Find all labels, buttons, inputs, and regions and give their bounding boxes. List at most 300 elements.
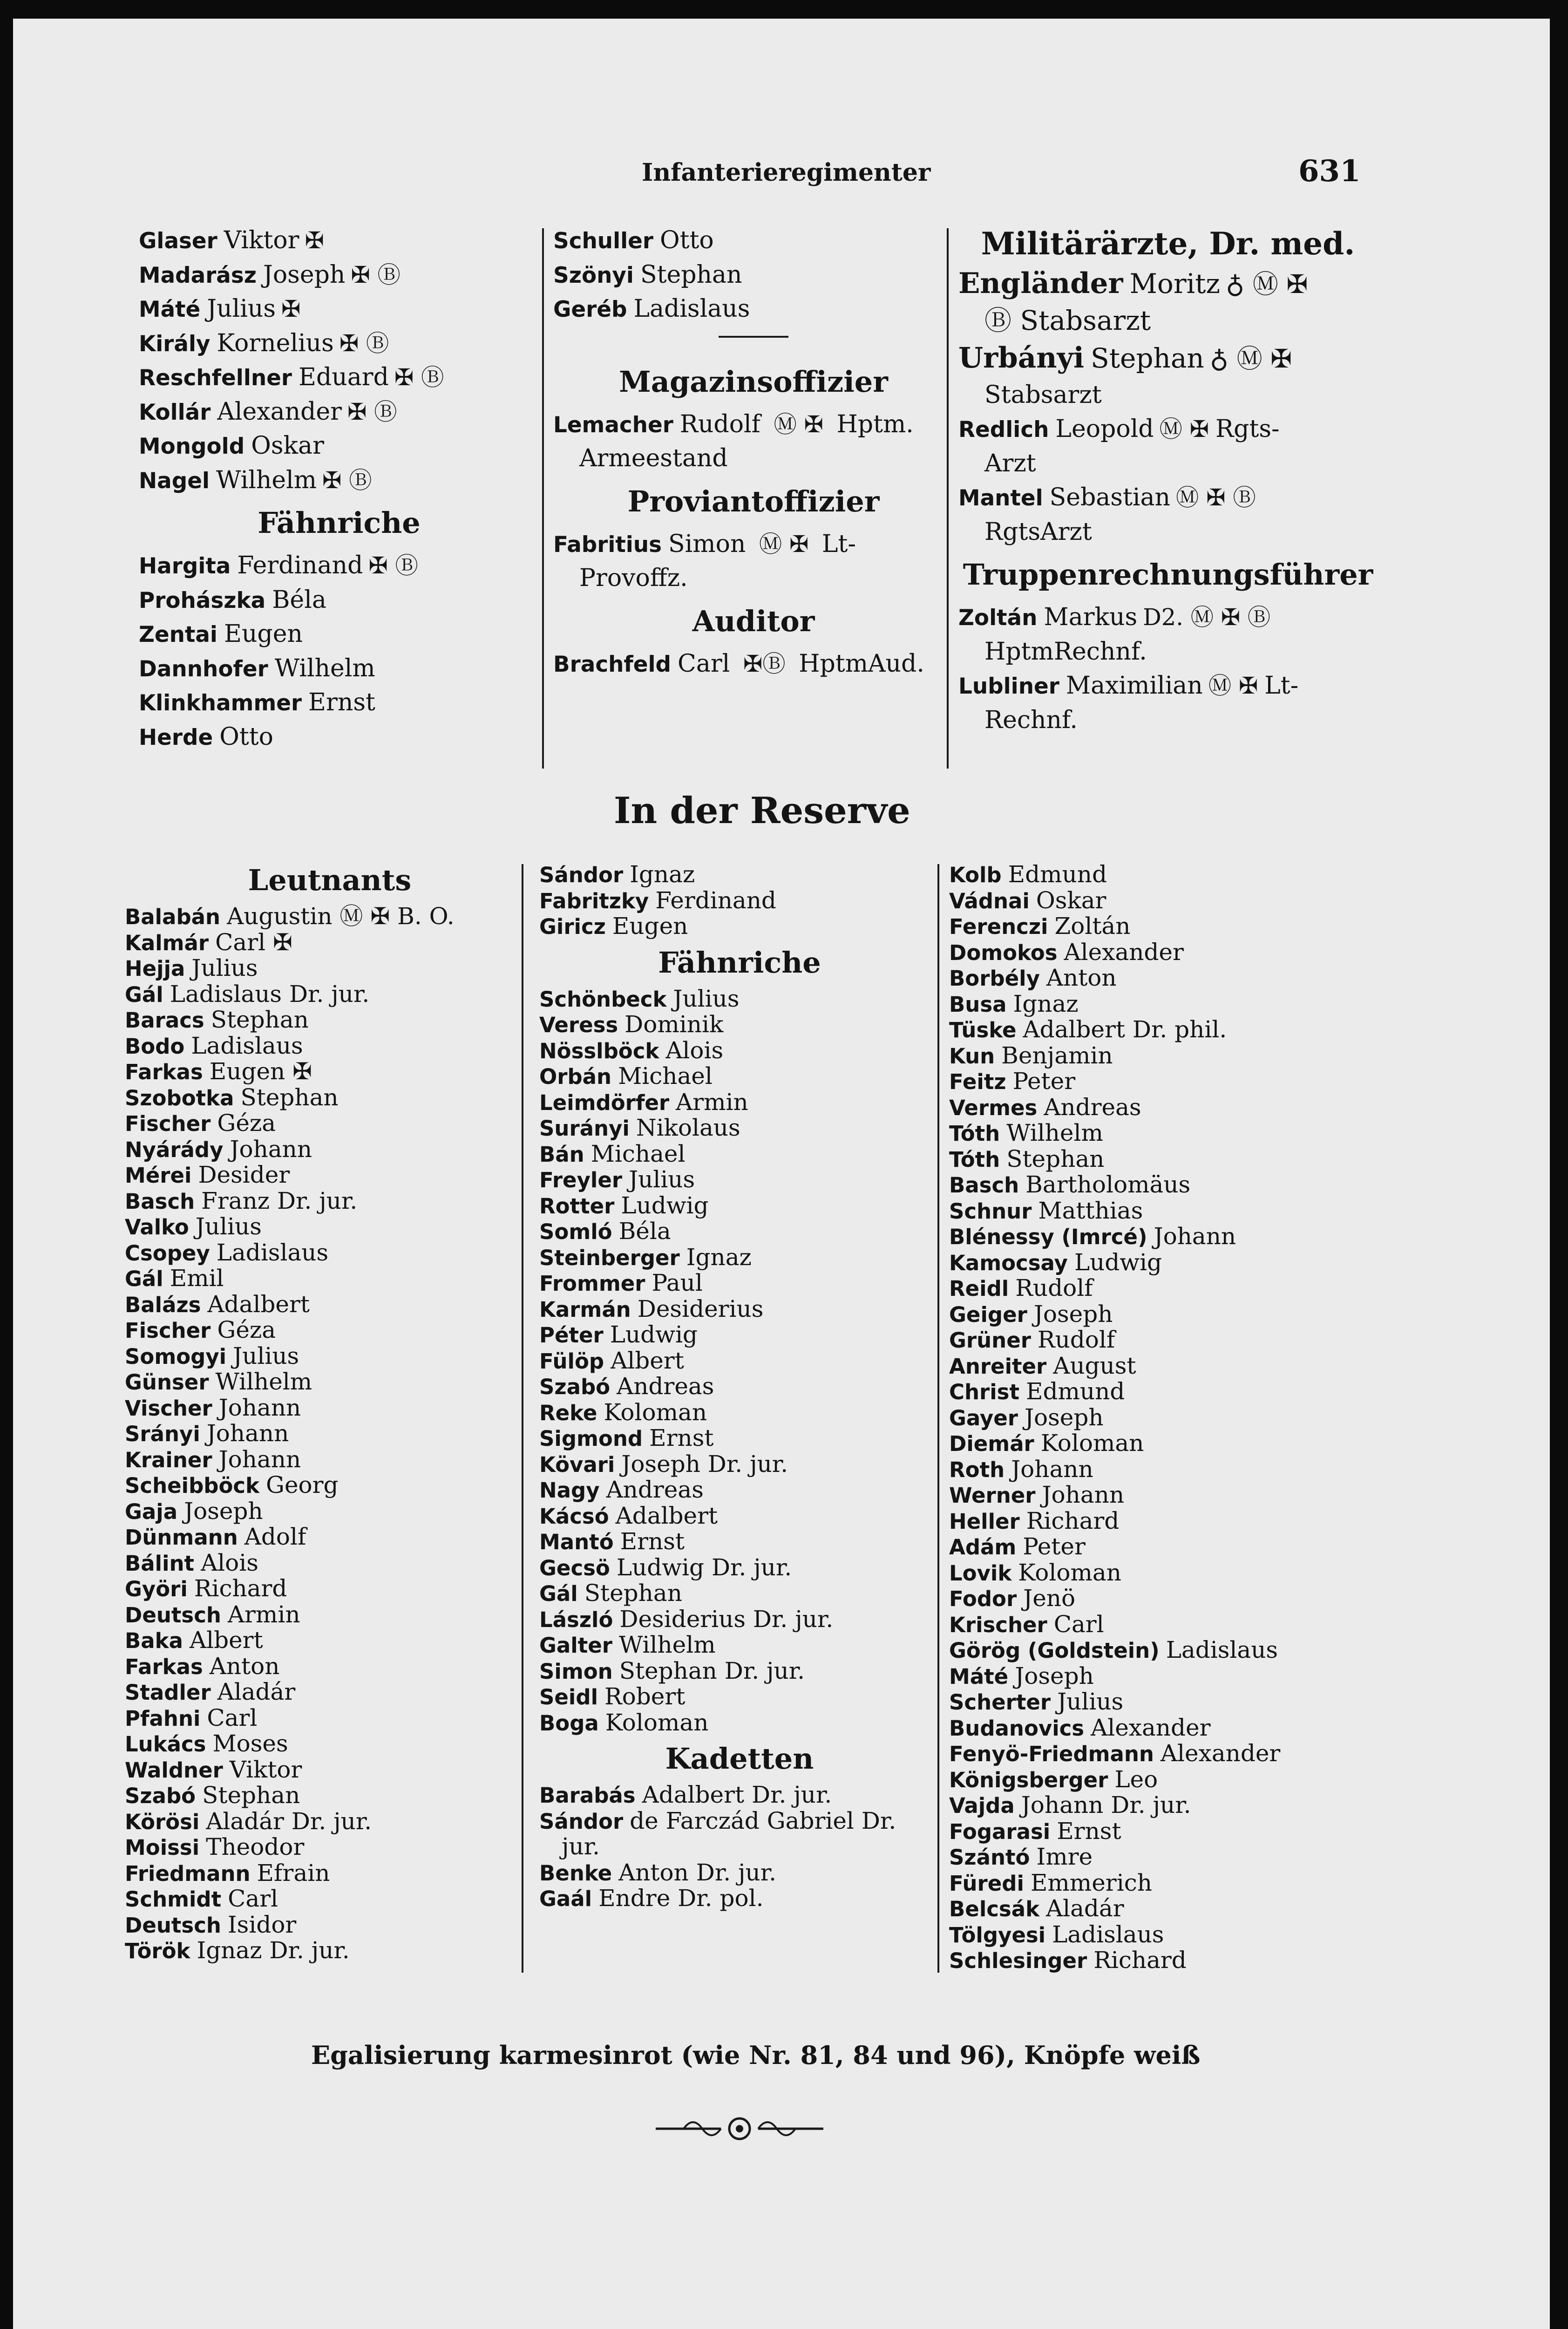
surname: Farkas [125, 1654, 203, 1679]
given-name: Peter [1012, 1068, 1076, 1095]
medal-cross-icon: Ⓜ ✠ [774, 410, 823, 438]
surname: Lubliner [958, 674, 1059, 699]
roster-entry [949, 965, 1368, 991]
given-name: Moritz [1129, 268, 1220, 300]
surname: Krischer [949, 1612, 1047, 1637]
roster-entry [125, 1472, 535, 1498]
given-name: Anton [1046, 964, 1117, 991]
rank-suffix: Rgts- [1215, 415, 1280, 443]
surname: Lovik [949, 1560, 1012, 1586]
magazin-heading: Magazinsoffizier [619, 364, 888, 399]
militaeraerzte-heading: Militärärzte, Dr. med. [981, 225, 1355, 262]
given-name: Koloman [1018, 1559, 1121, 1586]
surname: Schuller [553, 229, 653, 254]
roster-entry [949, 1120, 1368, 1146]
surname: Werner [949, 1483, 1036, 1508]
roster-entry [539, 1038, 940, 1064]
roster-entry [949, 1069, 1368, 1095]
surname: Adám [949, 1535, 1017, 1559]
given-name: Carl [207, 1704, 258, 1731]
surname: Lukács [125, 1732, 206, 1757]
roster-entry [949, 1327, 1368, 1353]
given-name: Bartholomäus [1025, 1171, 1191, 1198]
given-name: Julius [207, 295, 276, 323]
entry-continuation: Ⓑ Stabsarzt [984, 305, 1151, 336]
given-name: Ferdinand [655, 886, 776, 914]
decoration-icon: ✠ Ⓑ [347, 398, 397, 425]
surname: Csopey [125, 1240, 210, 1266]
surname: Nagy [539, 1478, 600, 1503]
given-name: Alexander [1064, 938, 1184, 966]
surname: Bálint [125, 1551, 195, 1576]
surname: Reidl [949, 1276, 1009, 1301]
surname: Anreiter [949, 1354, 1047, 1379]
given-name: Alexander [1091, 1714, 1211, 1741]
surname: Surányi [539, 1116, 630, 1141]
surname: Füredi [949, 1871, 1024, 1896]
rank-suffix: Lt- [1264, 672, 1299, 700]
surname: Kolb [949, 863, 1002, 887]
given-name: Ladislaus [633, 295, 750, 323]
entry-continuation: Rechnf. [984, 706, 1078, 734]
proviant-heading: Proviantoffizier [627, 484, 880, 518]
given-name: de Farczád Gabriel Dr. [630, 1807, 896, 1834]
roster-entry [949, 862, 1368, 888]
surname: Schmidt [125, 1887, 222, 1912]
roster-entry [949, 1689, 1368, 1715]
cross-medal-icon: ✠Ⓑ [743, 650, 786, 677]
surname: Sándor [539, 863, 624, 887]
decoration-icon: D2. Ⓜ ✠ Ⓑ [1143, 604, 1271, 631]
surname: Simon [539, 1659, 613, 1684]
given-name: Carl [228, 1885, 278, 1912]
given-name: Jenö [1023, 1585, 1076, 1612]
roster-entry [125, 1343, 535, 1369]
surname: Péter [539, 1323, 604, 1348]
running-head: Infanterieregimenter [642, 158, 931, 187]
given-name: Alexander [1160, 1740, 1281, 1767]
given-name: Leopold [1055, 415, 1154, 443]
surname: Gál [125, 1267, 163, 1291]
given-name: Michael [591, 1140, 686, 1167]
given-name: Ludwig [621, 1192, 709, 1219]
surname: Fenyö-Friedmann [949, 1742, 1154, 1766]
decorative-ornament-icon [656, 2110, 823, 2147]
given-name: Joseph [1033, 1300, 1113, 1328]
surname: Frommer [539, 1271, 645, 1296]
surname: Gál [539, 1581, 578, 1606]
surname: Deutsch [125, 1913, 221, 1938]
roster-entry [949, 1250, 1368, 1276]
given-name: Matthias [1038, 1197, 1143, 1224]
roster-entry [125, 1317, 535, 1343]
roster-entry [949, 1896, 1368, 1922]
given-name: Wilhelm [274, 654, 375, 682]
entry-continuation: jur. [562, 1833, 600, 1860]
given-name: Ladislaus Dr. jur. [170, 980, 370, 1008]
roster-entry [539, 1374, 940, 1400]
proviant-entry: Fabritius Simon Ⓜ ✠ Lt- [553, 527, 954, 562]
given-name: Joseph Dr. jur. [621, 1450, 788, 1478]
surname: Dannhofer [139, 656, 268, 682]
roster-entry [949, 1818, 1368, 1845]
given-name: Johann [1042, 1481, 1125, 1508]
given-name: Joseph [1015, 1662, 1094, 1689]
roster-entry [539, 862, 940, 888]
decoration-icon: ♁ Ⓜ ✠ [1225, 269, 1308, 299]
roster-entry [539, 1451, 940, 1478]
faehnriche-heading: Fähnriche [258, 506, 421, 540]
given-name: Desiderius Dr. jur. [619, 1605, 834, 1633]
roster-entry [125, 1214, 535, 1240]
surname: Blénessy (Imrcé) [949, 1225, 1147, 1249]
roster-entry [125, 1085, 535, 1111]
entry-continuation: RgtsArzt [984, 518, 1092, 546]
given-name: Ernst [1057, 1817, 1121, 1845]
given-name: Anton Dr. jur. [618, 1859, 776, 1886]
roster-entry [539, 1782, 940, 1808]
short-rule [719, 336, 788, 338]
surname: Schnur [949, 1199, 1032, 1224]
roster-entry [139, 327, 539, 361]
given-name: Andreas [617, 1373, 714, 1400]
roster-entry [125, 1757, 535, 1783]
given-name: Theodor [206, 1833, 305, 1860]
surname: Königsberger [949, 1767, 1108, 1792]
leutnants-heading: Leutnants [248, 863, 412, 897]
given-name: Ernst [620, 1528, 685, 1555]
given-name: Koloman [1040, 1430, 1144, 1457]
given-name: Julius [233, 1342, 299, 1369]
roster-entry [125, 1938, 535, 1964]
roster-entry [539, 1555, 940, 1581]
truppenrechnungsfuehrer-heading: Truppenrechnungsführer [963, 558, 1373, 592]
surname: Kövari [539, 1452, 615, 1477]
roster-entry [539, 1012, 940, 1038]
reserve-title: In der Reserve [614, 790, 910, 832]
roster-entry [949, 1844, 1368, 1870]
given-name: Stephan [584, 1580, 682, 1607]
roster-entry [949, 1792, 1368, 1818]
roster-entry [539, 1886, 940, 1912]
given-name: Ferdinand [237, 552, 363, 579]
roster-entry [125, 1524, 535, 1550]
surname: Karmán [539, 1297, 631, 1322]
surname: Friedmann [125, 1861, 251, 1886]
roster-entry [125, 1628, 535, 1654]
given-name: Eugen [612, 913, 688, 940]
reserve-col-2 [539, 862, 940, 1912]
given-name: Andreas [1044, 1093, 1141, 1121]
roster-entry [125, 1860, 535, 1886]
surname: Vádnai [949, 888, 1030, 913]
roster-entry [949, 940, 1368, 966]
given-name: Julius [1057, 1688, 1124, 1715]
surname: Görög (Goldstein) [949, 1638, 1160, 1663]
given-name: Benjamin [1001, 1042, 1113, 1069]
surname: László [539, 1607, 613, 1632]
given-name: Ignaz [686, 1243, 752, 1271]
roster-entry [958, 669, 1378, 703]
surname: Glaser [139, 229, 217, 254]
surname: Máté [139, 297, 201, 322]
roster-entry [949, 1017, 1368, 1043]
roster-entry [539, 1503, 940, 1529]
upper-col-3 [958, 224, 1378, 737]
surname: Mongold [139, 434, 245, 459]
surname: Hejja [125, 956, 185, 981]
surname: Tüske [949, 1018, 1017, 1042]
given-name: Albert [189, 1627, 263, 1654]
given-name: Eugen ✠ [209, 1058, 312, 1085]
given-name: Andreas [606, 1476, 704, 1503]
roster-entry [139, 686, 539, 720]
roster-entry [139, 549, 539, 583]
given-name: Edmund [1008, 861, 1107, 888]
surname: Basch [949, 1173, 1019, 1198]
given-name: Johann [218, 1394, 301, 1421]
roster-entry [539, 1270, 940, 1296]
surname: Kun [949, 1043, 995, 1069]
surname: Fogarasi [949, 1819, 1051, 1844]
roster-entry [539, 1245, 940, 1271]
roster-entry [539, 986, 940, 1012]
given-name: Edmund [1025, 1378, 1125, 1405]
proviant-continuation: Provoffz. [579, 564, 688, 592]
given-name: Johann [1011, 1455, 1093, 1483]
roster-entry [949, 888, 1368, 914]
given-name: Ernst [649, 1424, 714, 1451]
decoration-icon: ✠ [281, 295, 301, 322]
given-name: Johann [1154, 1223, 1236, 1250]
roster-entry [125, 1188, 535, 1214]
roster-entry [539, 1710, 940, 1736]
roster-entry [949, 1405, 1368, 1431]
surname: Domokos [949, 940, 1058, 965]
surname: Györi [125, 1577, 188, 1601]
given-name: Joseph [1024, 1403, 1104, 1431]
roster-entry [125, 1137, 535, 1163]
given-name: Alexander [217, 397, 342, 426]
decoration-icon: Ⓜ ✠ Ⓑ [1176, 484, 1256, 511]
surname: Somló [539, 1219, 612, 1244]
book-page [13, 19, 1550, 2329]
roster-entry [125, 1421, 535, 1447]
roster-entry [949, 1043, 1368, 1069]
egalisierung-note: Egalisierung karmesinrot (wie Nr. 81, 84 und 96), Knöpfe weiß [311, 2040, 1201, 2070]
surname: Fischer [125, 1111, 211, 1136]
given-name: Adalbert Dr. jur. [642, 1781, 832, 1808]
decoration-icon: ✠ [305, 227, 324, 254]
roster-entry [539, 1632, 940, 1658]
given-name: Leo [1114, 1765, 1158, 1793]
surname: Szabó [539, 1375, 611, 1399]
given-name: Julius [673, 985, 740, 1012]
column-rule [522, 864, 523, 1973]
surname: Vajda [949, 1793, 1015, 1818]
given-name: Ludwig Dr. jur. [616, 1553, 792, 1581]
roster-entry [125, 1240, 535, 1266]
roster-entry [539, 1193, 940, 1219]
surname: Hargita [139, 554, 231, 579]
roster-entry [539, 1167, 940, 1193]
given-name: Stephan [210, 1006, 309, 1033]
given-name: Paul [652, 1269, 703, 1296]
surname: Klinkhammer [139, 691, 302, 716]
roster-entry [949, 1482, 1368, 1508]
given-name: Markus [1044, 603, 1138, 631]
auditor-entry: Brachfeld Carl ✠Ⓑ HptmAud. [553, 647, 954, 681]
given-name: Géza [217, 1110, 276, 1137]
roster-entry [539, 1477, 940, 1503]
given-name: Armin [227, 1600, 300, 1628]
surname: Szabó [125, 1784, 196, 1808]
given-name: Georg [266, 1471, 339, 1498]
surname: Sigmond [539, 1426, 643, 1451]
given-name: Robert [604, 1683, 686, 1710]
surname: Rotter [539, 1193, 615, 1219]
roster-entry [949, 1275, 1368, 1301]
magazin-continuation: Armeestand [579, 444, 728, 472]
entry-continuation: HptmRechnf. [984, 637, 1147, 666]
surname: Szönyi [553, 263, 634, 288]
surname: Herde [139, 725, 213, 750]
roster-entry [125, 1369, 535, 1395]
given-name: Desiderius [637, 1295, 764, 1322]
surname: Dünmann [125, 1525, 238, 1550]
surname: Geréb [553, 297, 627, 322]
medal-cross-icon: Ⓜ ✠ [759, 530, 809, 558]
roster-entry [539, 1808, 940, 1834]
roster-entry [553, 224, 954, 258]
surname: Deutsch [125, 1602, 221, 1628]
roster-entry [539, 1684, 940, 1710]
surname: Farkas [125, 1060, 203, 1084]
given-name: Stephan [1091, 342, 1204, 374]
given-name: Rudolf [1037, 1326, 1115, 1353]
given-name: Endre Dr. pol. [598, 1885, 764, 1912]
roster-entry [949, 1508, 1368, 1534]
roster-entry [958, 412, 1378, 447]
given-name: Oskar [251, 432, 324, 460]
given-name: Eugen [224, 620, 303, 648]
roster-entry [125, 1731, 535, 1757]
surname: Roth [949, 1457, 1005, 1482]
surname: Szobotka [125, 1085, 234, 1110]
surname: Belcsák [949, 1897, 1039, 1921]
surname: Scheibböck [125, 1473, 260, 1498]
given-name: Adolf [244, 1523, 306, 1550]
roster-entry [139, 361, 539, 395]
given-name: Stephan Dr. jur. [619, 1657, 805, 1684]
roster-entry [139, 652, 539, 686]
kadetten-heading: Kadetten [665, 1742, 814, 1776]
roster-entry [125, 1447, 535, 1473]
given-name: Zoltán [1054, 913, 1131, 940]
given-name: Oskar [1036, 886, 1106, 914]
surname: Kollár [139, 400, 211, 425]
given-name: Richard [194, 1575, 287, 1602]
roster-entry [539, 1529, 940, 1555]
given-name: Ludwig [610, 1321, 698, 1348]
roster-entry [958, 481, 1378, 515]
surname: Körösi [125, 1809, 200, 1834]
roster-entry [139, 617, 539, 652]
given-name: Joseph [184, 1497, 263, 1525]
surname: Heller [949, 1509, 1020, 1534]
surname: Király [139, 331, 210, 357]
reserve-col-1 [125, 857, 535, 1964]
column-rule [937, 864, 939, 1973]
roster-entry [139, 258, 539, 293]
entry-continuation: Stabsarzt [984, 381, 1102, 409]
given-name: Joseph [263, 260, 346, 289]
roster-entry [539, 1141, 940, 1167]
roster-entry [949, 1198, 1368, 1224]
given-name: Ladislaus [1166, 1636, 1278, 1663]
surname: Valko [125, 1215, 189, 1239]
surname: Schlesinger [949, 1948, 1087, 1973]
given-name: Alois [665, 1036, 724, 1064]
given-name: Richard [1026, 1507, 1120, 1534]
surname: Krainer [125, 1447, 212, 1472]
given-name: Julius [191, 954, 258, 981]
roster-entry [139, 429, 539, 463]
roster-entry [949, 1146, 1368, 1172]
roster-entry [949, 1767, 1368, 1793]
given-name: Ladislaus [1052, 1920, 1164, 1948]
given-name: Johann [218, 1445, 301, 1473]
roster-entry [125, 1059, 535, 1085]
surname: Boga [539, 1710, 599, 1736]
roster-entry [949, 1353, 1368, 1379]
given-name: Franz Dr. jur. [201, 1187, 358, 1214]
roster-entry [949, 1430, 1368, 1457]
given-name: Wilhelm [215, 1368, 312, 1395]
roster-entry [539, 1063, 940, 1090]
surname: Orbán [539, 1064, 612, 1089]
given-name: Dominik [624, 1011, 724, 1038]
surname: Gaja [125, 1499, 178, 1524]
roster-entry [125, 1576, 535, 1602]
roster-entry [539, 1607, 940, 1633]
surname: Waldner [125, 1757, 223, 1783]
surname: Giricz [539, 914, 606, 939]
roster-entry [553, 292, 954, 327]
roster-entry [949, 1560, 1368, 1586]
roster-entry [125, 1679, 535, 1705]
magazin-entry: Lemacher Rudolf Ⓜ ✠ Hptm. [553, 408, 954, 442]
surname: Fischer [125, 1318, 211, 1343]
surname: Gecsö [539, 1555, 610, 1580]
roster-entry [949, 1715, 1368, 1741]
roster-entry [539, 1658, 940, 1684]
surname: Steinberger [539, 1245, 680, 1270]
surname: Vischer [125, 1396, 212, 1421]
surname: Zentai [139, 622, 217, 647]
surname: Freyler [539, 1168, 623, 1192]
surname: Geiger [949, 1302, 1027, 1327]
given-name: Efrain [257, 1859, 330, 1886]
roster-entry [949, 1172, 1368, 1198]
given-name: Ludwig [1074, 1248, 1162, 1276]
roster-entry [949, 1301, 1368, 1328]
surname: Leimdörfer [539, 1090, 670, 1115]
given-name: Adalbert Dr. phil. [1023, 1016, 1227, 1043]
surname: Máté [949, 1664, 1009, 1689]
decoration-icon: ✠ Ⓑ [322, 466, 372, 494]
auditor-heading: Auditor [692, 604, 815, 638]
